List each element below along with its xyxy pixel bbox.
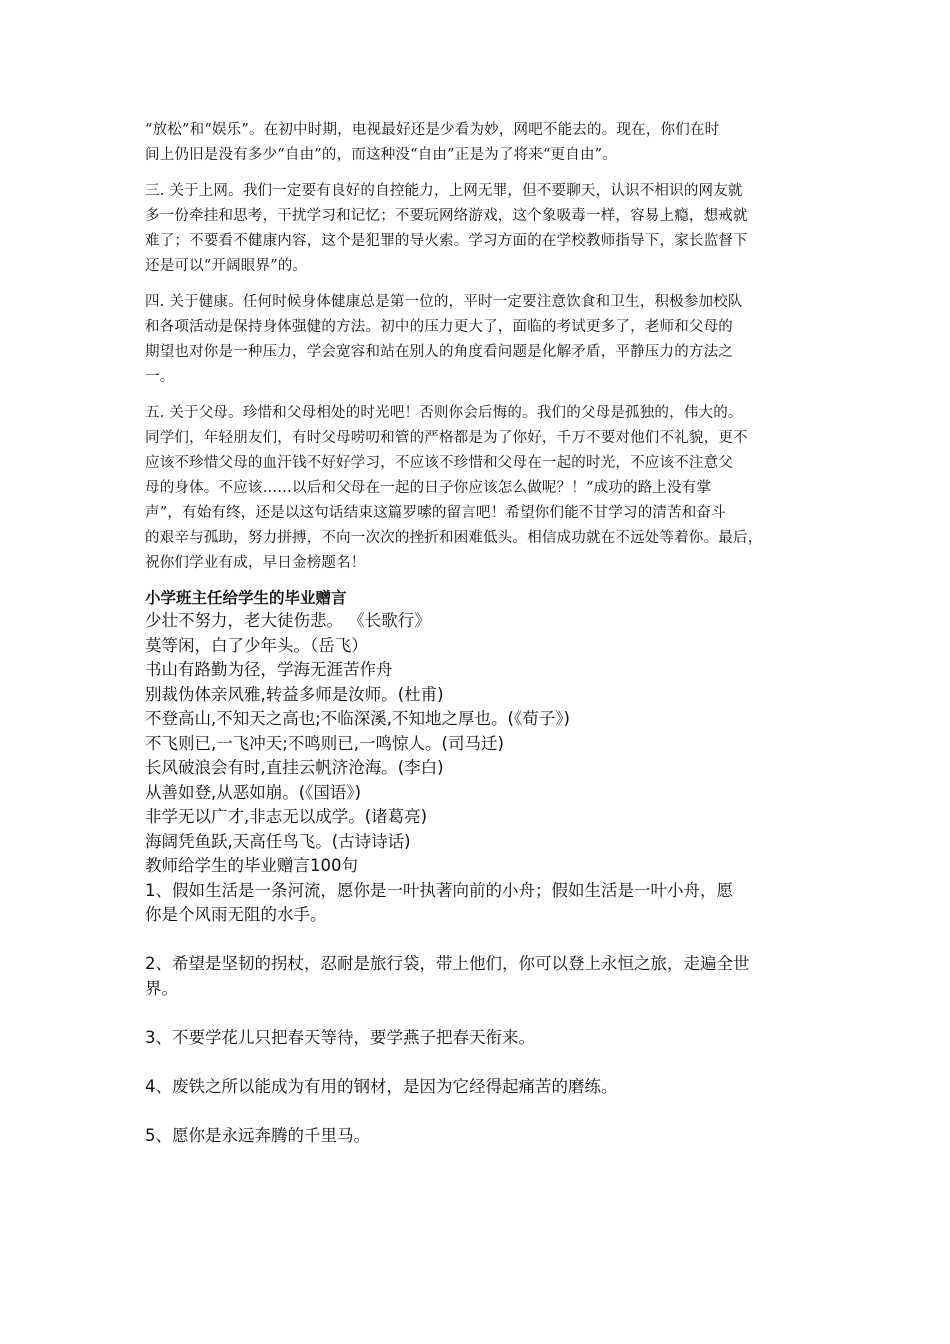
quote-line: 少壮不努力，老大徒伤悲。 《长歌行》 [145,611,431,630]
text-line: 1、假如生活是一条河流，愿你是一叶执著向前的小舟；假如生活是一叶小舟，愿 [145,880,733,900]
spacer [145,928,825,953]
quote-line: 海阔凭鱼跃,天高任鸟飞。(古诗诗话) [145,831,411,851]
text-line: 3、不要学花儿只把春天等待，要学燕子把春天衔来。 [145,1027,535,1047]
text-line: 和各项活动是保持身体强健的方法。初中的压力更大了，面临的考试更多了，老师和父母的 [145,319,733,335]
text-line: 声”，有始有终，还是以这句话结束这篇罗嗦的留言吧！希望你们能不甘学习的清苦和奋斗 [145,505,726,521]
list-item [145,952,825,1001]
section-heading: 小学班主任给学生的毕业赠言 [145,589,347,607]
quote-line: 别裁伪体亲风雅,转益多师是汝师。(杜甫) [145,684,444,704]
quote-line: 不飞则已,一飞冲天;不鸣则已,一鸣惊人。(司马迁) [145,733,504,753]
text-line: 间上仍旧是没有多少“自由”的，而这种没“自由”正是为了将来“更自由”。 [145,147,617,163]
text-line: 母的身体。不应该……以后和父母在一起的日子你应该怎么做呢？！“成功的路上没有掌 [145,480,712,496]
spacer [145,1099,825,1124]
text-line: 的艰辛与孤助，努力拼搏，不向一次次的挫折和困难低头。相信成功就在不远处等着你。最后， [145,530,763,546]
text-line: “放松”和“娱乐”。在初中时期，电视最好还是少看为妙，网吧不能去的。现在，你们在时 [145,122,720,138]
subheading-line: 教师给学生的毕业赠言100句 [145,856,358,875]
text-line: 四. 关于健康。任何时候身体健康总是第一位的，平时一定要注意饮食和卫生，积极参加校队 [145,294,743,310]
paragraph-parents [145,401,825,576]
text-line: 5、愿你是永远奔腾的千里马。 [145,1125,370,1145]
text-line: 你是个风雨无阻的水手。 [145,905,327,924]
list-item [145,1124,825,1149]
text-line: 多一份牵挂和思考，干扰学习和记忆；不要玩网络游戏，这个象吸毒一样，容易上瘾，想戒就 [145,208,748,224]
document-page [145,118,825,1148]
text-line: 期望也对你是一种压力，学会宽容和站在别人的角度看问题是化解矛盾，平静压力的方法之 [145,344,733,360]
paragraph-health [145,290,825,390]
quote-line: 不登高山,不知天之高也;不临深溪,不知地之厚也。(《荀子》) [145,709,570,728]
quote-line: 长风破浪会有时,直挂云帆济沧海。(李白) [145,758,444,777]
text-line: 4、废铁之所以能成为有用的钢材，是因为它经得起痛苦的磨练。 [145,1076,618,1096]
list-item [145,1026,825,1051]
spacer [145,1050,825,1075]
quote-line: 非学无以广才,非志无以成学。(诸葛亮) [145,807,428,826]
quote-line: 书山有路勤为径，学海无涯苦作舟 [145,660,393,679]
quote-line: 莫等闲，白了少年头。（岳飞） [145,635,368,655]
text-line: 难了；不要看不健康内容，这个是犯罪的导火索。学习方面的在学校教师指导下，家长监督下 [145,233,748,249]
text-line: 三. 关于上网。我们一定要有良好的自控能力，上网无罪，但不要聊天，认识不相识的网友就 [145,183,743,199]
text-line: 应该不珍惜父母的血汗钱不好好学习，不应该不珍惜和父母在一起的时光，不应该不注意父 [145,455,733,471]
text-line: 还是可以“开阔眼界”的。 [145,258,308,274]
spacer [145,1001,825,1026]
quote-list [145,609,825,879]
text-line: 祝你们学业有成，早日金榜题名！ [145,555,366,571]
text-line: 2、希望是坚韧的拐杖，忍耐是旅行袋，带上他们，你可以登上永恒之旅，走遍全世 [145,954,750,973]
paragraph-leisure [145,118,825,168]
list-item [145,879,825,928]
text-line: 界。 [145,978,178,998]
text-line: 五. 关于父母。珍惜和父母相处的时光吧！否则你会后悔的。我们的父母是孤独的，伟大的。 [145,405,743,421]
text-line: 同学们，年轻朋友们，有时父母唠叨和管的严格都是为了你好，千万不要对他们不礼貌，更不 [145,430,748,446]
quote-line: 从善如登,从恶如崩。(《国语》) [145,782,362,802]
list-item [145,1075,825,1100]
text-line: 一。 [145,369,175,385]
paragraph-internet [145,179,825,279]
